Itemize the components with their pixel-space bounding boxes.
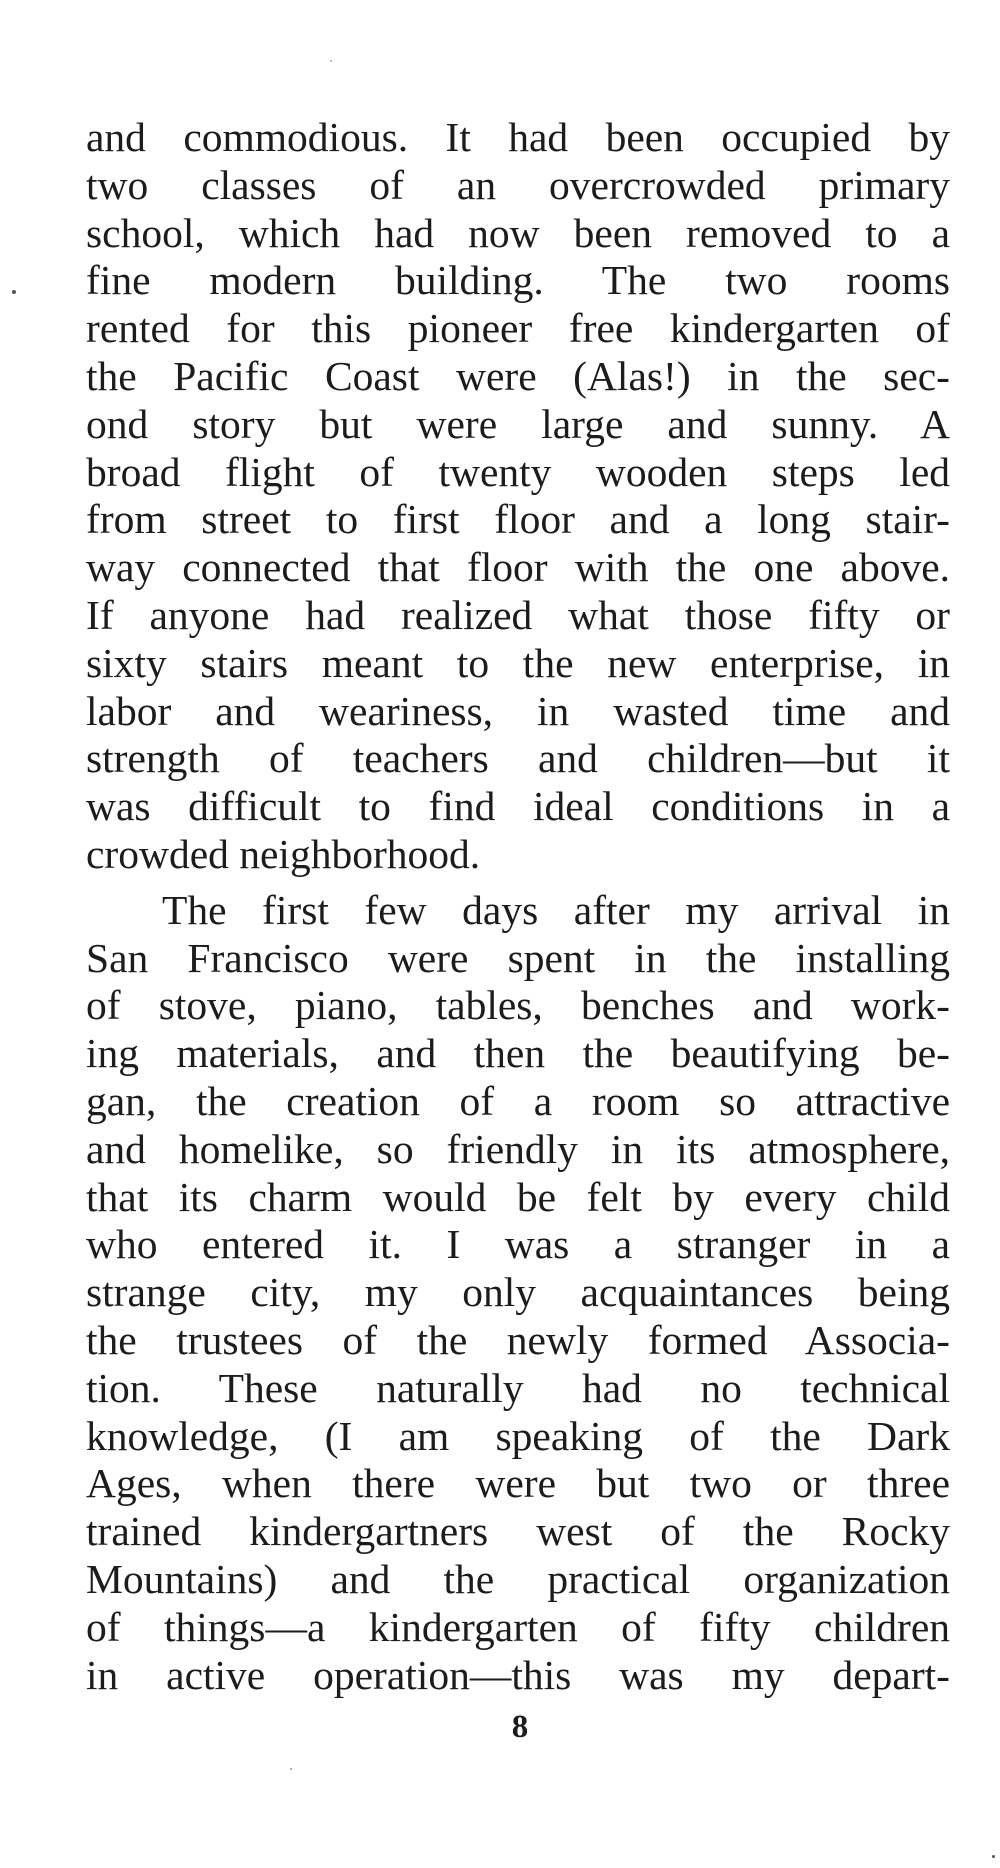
scan-speck (290, 1768, 292, 1770)
text-line: Mountains) and the practical organization (86, 1555, 950, 1602)
text-line: school, which had now been removed to a (86, 209, 950, 256)
text-line: If anyone had realized what those fifty or (86, 591, 950, 638)
text-line: that its charm would be felt by every child (86, 1173, 950, 1220)
page-number: 8 (511, 1709, 529, 1745)
text-line: who entered it. I was a stranger in a (86, 1221, 950, 1268)
text-line: ing materials, and then the beautifying be- (86, 1030, 950, 1077)
text-line: gan, the creation of a room so attractive (86, 1077, 950, 1124)
scan-speck (12, 290, 16, 294)
text-line: broad flight of twenty wooden steps led (86, 448, 950, 495)
text-line: rented for this pioneer free kindergarten of (86, 305, 950, 352)
text-line: crowded neighborhood. (86, 830, 481, 877)
text-line: strength of teachers and children—but it (86, 735, 950, 782)
paragraph-gap (86, 879, 950, 887)
text-line: sixty stairs meant to the new enterprise, in (86, 639, 950, 686)
text-line: in active operation—this was my depart- (86, 1651, 950, 1698)
text-line: San Francisco were spent in the installing (86, 934, 950, 981)
text-line: of things—a kindergarten of fifty children (86, 1603, 950, 1650)
text-line: knowledge, (I am speaking of the Dark (86, 1412, 950, 1459)
text-line: and commodious. It had been occupied by (86, 114, 950, 160)
text-line: of stove, piano, tables, benches and work- (86, 982, 950, 1029)
text-line: trained kindergartners west of the Rocky (86, 1508, 950, 1555)
text-line: the Pacific Coast were (Alas!) in the sec- (86, 352, 950, 399)
text-line: strange city, my only acquaintances being (86, 1269, 950, 1316)
text-line: labor and weariness, in wasted time and (86, 687, 950, 734)
text-line: Ages, when there were but two or three (86, 1460, 950, 1507)
text-line: two classes of an overcrowded primary (86, 161, 950, 208)
text-line: was difficult to find ideal conditions in a (86, 783, 950, 830)
text-line: way connected that floor with the one above. (86, 544, 950, 591)
body-text (86, 114, 950, 1699)
scan-speck (330, 60, 332, 62)
text-line: from street to first floor and a long stair- (86, 496, 950, 543)
text-line: the trustees of the newly formed Associa- (86, 1316, 950, 1363)
text-line: tion. These naturally had no technical (86, 1364, 950, 1411)
text-line: The first few days after my arrival in (162, 886, 950, 933)
text-line: and homelike, so friendly in its atmosphere, (86, 1125, 950, 1172)
text-line: ond story but were large and sunny. A (86, 400, 950, 447)
text-line: fine modern building. The two rooms (86, 257, 950, 304)
scan-speck (992, 1855, 995, 1858)
